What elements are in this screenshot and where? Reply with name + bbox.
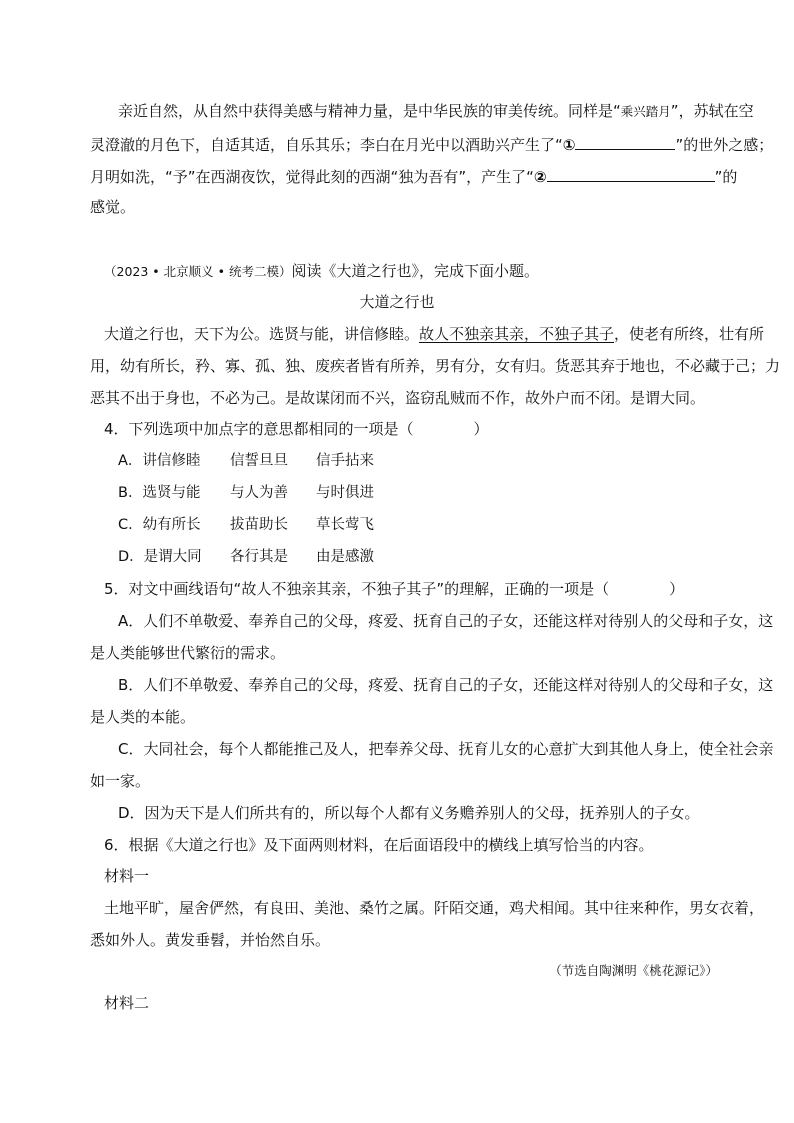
question-stem: 4．下列选项中加点字的意思都相同的一项是（ ） bbox=[104, 420, 489, 438]
q6-stem bbox=[104, 835, 654, 855]
q5-option-a-line1[interactable] bbox=[118, 611, 773, 631]
q4-option-c[interactable] bbox=[118, 515, 201, 535]
option-word: 与时俱进 bbox=[316, 485, 374, 501]
option-word: 与人为善 bbox=[230, 485, 288, 501]
text-segment: 用，幼有所长，矜、寡、孤、独、废疾者皆有所养，男有分，女有归。货恶其弃于地也，不必藏于己；力 bbox=[90, 357, 781, 375]
text-segment: 大道之行也，天下为公。选贤与能，讲信修睦。 bbox=[104, 325, 420, 343]
text-segment: ，使老有所终，壮有所 bbox=[614, 325, 765, 343]
q4-option-a[interactable] bbox=[118, 451, 200, 471]
option-text: 是人类能够世代繁衍的需求。 bbox=[90, 644, 286, 662]
passage2-line1 bbox=[104, 324, 764, 344]
option-word: 由是感激 bbox=[316, 549, 374, 565]
option-text: D．因为天下是人们所共有的，所以每个人都有义务赡养别人的父母，抚养别人的子女。 bbox=[118, 804, 700, 822]
question-source bbox=[104, 261, 539, 282]
option-word: 草长莺飞 bbox=[316, 517, 374, 533]
text-segment: ”的世外之感； bbox=[675, 136, 774, 154]
q4-stem bbox=[104, 419, 489, 439]
question-stem: 5．对文中画线语句“故人不独亲其亲，不独子其子”的理解，正确的一项是（ ） bbox=[104, 580, 685, 598]
text-segment: 恶其不出于身也，不必为己。是故谋闭而不兴，盗窃乱贼而不作，故外户而不闭。是谓大同。 bbox=[90, 389, 706, 407]
passage1-line1 bbox=[118, 101, 754, 122]
answer-blank-1[interactable] bbox=[575, 133, 675, 150]
passage1-line3 bbox=[90, 165, 737, 187]
text-segment: ”，苏轼在空 bbox=[670, 102, 754, 120]
option-label: C．幼有所长 bbox=[118, 517, 201, 533]
source-citation: （节选自陶渊明《桃花源记》） bbox=[549, 963, 718, 978]
option-text: 如一家。 bbox=[90, 772, 151, 790]
q4-option-d-b bbox=[230, 547, 288, 567]
source-tag: （2023 • 北京顺义 • 统考二模） bbox=[104, 264, 292, 279]
option-label: A．讲信修睦 bbox=[118, 453, 201, 469]
q5-option-d-line1[interactable] bbox=[118, 803, 700, 823]
material2-title bbox=[104, 993, 149, 1013]
option-label: B．选贤与能 bbox=[118, 485, 201, 501]
passage2-line2 bbox=[90, 356, 780, 376]
q5-stem bbox=[104, 579, 684, 599]
q4-option-b[interactable] bbox=[118, 483, 200, 503]
q4-option-d-c bbox=[316, 547, 374, 567]
material1-source bbox=[549, 961, 718, 981]
q5-option-c-line1[interactable] bbox=[118, 739, 773, 759]
q4-option-a-c bbox=[316, 451, 374, 471]
answer-blank-2[interactable] bbox=[547, 165, 715, 182]
material1-line2 bbox=[90, 930, 330, 950]
material-text: 悉如外人。黄发垂髫，并怡然自乐。 bbox=[90, 931, 331, 949]
underlined-sentence: 故人不独亲其亲，不独子其子 bbox=[419, 325, 615, 343]
text-segment: 月明如洗，“予”在西湖夜饮，觉得此刻的西湖“独为吾有”，产生了“ bbox=[90, 168, 534, 186]
q4-option-a-b bbox=[230, 451, 288, 471]
q4-option-c-b bbox=[230, 515, 288, 535]
text-segment: 灵澄澈的月色下，自适其适，自乐其乐；李白在月光中以酒助兴产生了“ bbox=[90, 136, 563, 154]
material-text: 土地平旷，屋舍俨然，有良田、美池、桑竹之属。阡陌交通，鸡犬相闻。其中往来种作，男女衣着， bbox=[104, 899, 765, 917]
q5-option-b-line1[interactable] bbox=[118, 675, 773, 695]
option-word: 信誓旦旦 bbox=[230, 453, 288, 469]
option-word: 信手拈来 bbox=[316, 453, 374, 469]
text-segment: 亲近自然，从自然中获得美感与精神力量，是中华民族的审美传统。同样是“ bbox=[118, 102, 621, 120]
q4-option-b-b bbox=[230, 483, 288, 503]
passage2-line3 bbox=[90, 388, 705, 408]
question-stem: 6．根据《大道之行也》及下面两则材料，在后面语段中的横线上填写恰当的内容。 bbox=[104, 836, 654, 854]
option-text: B．人们不单敬爱、奉养自己的父母，疼爱、抚育自己的子女，还能这样对待别人的父母和子女，这 bbox=[118, 676, 774, 694]
option-text: A．人们不单敬爱、奉养自己的父母，疼爱、抚育自己的子女，还能这样对待别人的父母和子女，这 bbox=[118, 612, 774, 630]
text-segment: 感觉。 bbox=[90, 198, 136, 216]
q5-option-a-line2 bbox=[90, 643, 285, 663]
q4-option-d[interactable] bbox=[118, 547, 202, 567]
material1-title bbox=[104, 866, 149, 886]
q4-option-b-c bbox=[316, 483, 374, 503]
title-text: 大道之行也 bbox=[359, 293, 435, 311]
passage1-line2 bbox=[90, 133, 773, 155]
instruction-text: 阅读《大道之行也》，完成下面小题。 bbox=[291, 262, 539, 280]
material-heading: 材料一 bbox=[104, 867, 150, 885]
text-segment: ”的 bbox=[714, 168, 738, 186]
blank-number: ② bbox=[533, 168, 547, 186]
option-text: C．大同社会，每个人都能推己及人，把奉养父母、抚育儿女的心意扩大到其他人身上，使全社会亲 bbox=[118, 740, 774, 758]
material-heading: 材料二 bbox=[104, 994, 150, 1012]
q5-option-c-line2 bbox=[90, 771, 150, 791]
passage-title bbox=[0, 292, 794, 312]
q4-option-c-c bbox=[316, 515, 374, 535]
quote-segment: 乘兴踏月 bbox=[620, 104, 671, 119]
q5-option-b-line2 bbox=[90, 707, 195, 727]
option-label: D．是谓大同 bbox=[118, 549, 202, 565]
material1-line1 bbox=[104, 898, 764, 918]
option-text: 是人类的本能。 bbox=[90, 708, 196, 726]
passage1-line4 bbox=[90, 197, 135, 217]
option-word: 各行其是 bbox=[230, 549, 288, 565]
blank-number: ① bbox=[562, 136, 576, 154]
option-word: 拔苗助长 bbox=[230, 517, 288, 533]
